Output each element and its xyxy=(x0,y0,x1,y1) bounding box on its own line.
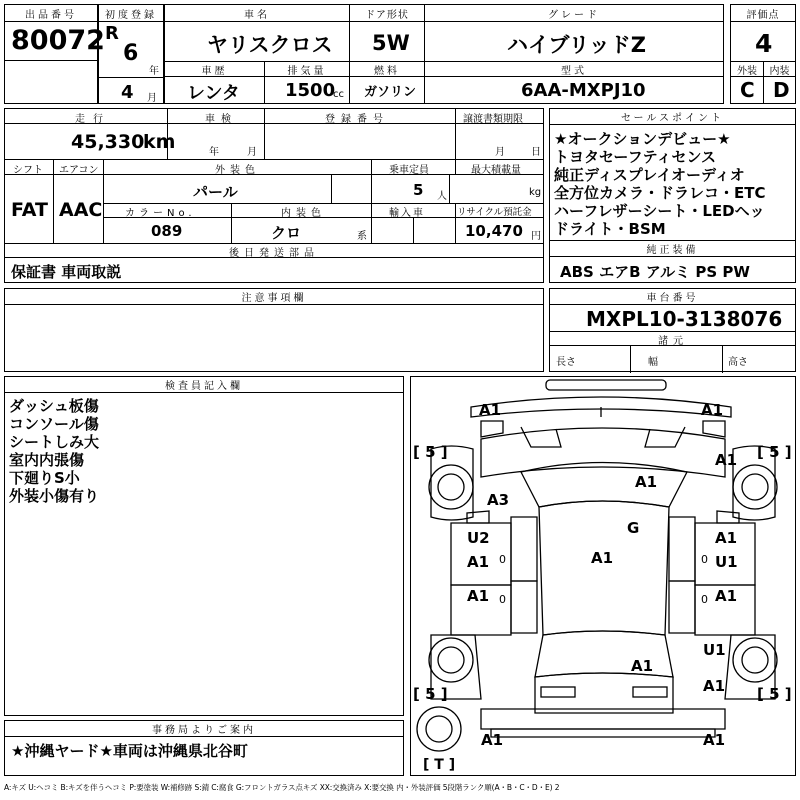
inspector-note: 外装小傷有り xyxy=(9,487,100,505)
score: 4 xyxy=(755,29,773,58)
damage-trunk: A1 xyxy=(631,657,654,675)
office-message: ★沖縄ヤード★車両は沖縄県北谷町 xyxy=(11,742,248,760)
shift: FAT xyxy=(11,199,48,221)
inspector-note: 下廻りS小 xyxy=(9,469,80,487)
recycle-unit: 円 xyxy=(531,231,541,242)
displacement-cell xyxy=(264,61,350,104)
ac: AAC xyxy=(59,199,103,221)
interior-color-label: 内装色 xyxy=(281,208,326,219)
damage-right-quarter-1: U1 xyxy=(703,641,726,659)
damage-front-right-door-1: A1 xyxy=(715,529,738,547)
mileage-unit: km xyxy=(143,131,176,153)
tire-front-right: [ 5 ] xyxy=(757,443,792,461)
equipment-label: 純正装備 xyxy=(550,241,795,257)
score-label: 評価点 xyxy=(731,5,795,22)
model-label: 型式 xyxy=(425,62,723,77)
year-unit: 年 xyxy=(149,66,159,77)
capacity: 5 xyxy=(413,181,424,199)
history-label: 車歴 xyxy=(165,62,264,77)
equipment: ABS エアB アルミ PS PW xyxy=(560,263,750,281)
score-cell xyxy=(730,4,796,62)
max-load-unit: kg xyxy=(529,187,542,198)
lot-number: 80072 xyxy=(11,25,105,56)
transfer-day-unit: 日 xyxy=(531,147,541,158)
dims-label: 諸元 xyxy=(658,336,688,347)
color: パール xyxy=(193,183,238,201)
color-no-label: カラーNo. xyxy=(125,208,196,219)
damage-front-left: A1 xyxy=(479,401,502,419)
door-label: ドア形状 xyxy=(350,5,424,22)
sales-point-line: 全方位カメラ・ドラレコ・ETC xyxy=(554,184,766,202)
zero-mark: 0 xyxy=(701,593,708,606)
damage-right-fender: A1 xyxy=(715,451,738,469)
month-unit: 月 xyxy=(147,93,157,104)
inspection-year-unit: 年 xyxy=(209,147,219,158)
displacement-label: 排気量 xyxy=(265,62,349,77)
first-registration-cell xyxy=(98,4,164,104)
inspection-month-unit: 月 xyxy=(247,147,257,158)
grade: ハイブリッドZ xyxy=(507,33,646,57)
inspector-note: シートしみ大 xyxy=(9,433,100,451)
car-name-cell xyxy=(164,4,350,62)
model: 6AA-MXPJ10 xyxy=(521,80,646,101)
sales-point-line: 純正ディスプレイオーディオ xyxy=(554,166,745,184)
damage-front-right: A1 xyxy=(701,401,724,419)
fuel-cell xyxy=(349,61,425,104)
damage-hood: A1 xyxy=(635,473,658,491)
fuel: ガソリン xyxy=(364,85,417,100)
car-name: ヤリスクロス xyxy=(207,33,333,57)
equipment-cell xyxy=(549,240,796,283)
height-label: 高さ xyxy=(728,357,748,368)
recycle-amount: 10,470 xyxy=(465,222,523,240)
sales-points-label: セールスポイント xyxy=(550,109,795,125)
later-parts: 保証書 車両取説 xyxy=(11,263,122,281)
damage-windshield: G xyxy=(627,519,640,537)
history-cell xyxy=(164,61,265,104)
int-grade-label: 内装 xyxy=(764,62,795,77)
sales-point-line: ★オークションデビュー★ xyxy=(554,130,731,148)
ac-label: エアコン xyxy=(59,165,99,176)
import-label: 輸入車 xyxy=(389,208,425,219)
era: R xyxy=(105,23,119,44)
displacement: 1500 xyxy=(285,80,336,101)
chassis-number: MXPL10-3138076 xyxy=(586,307,783,331)
sales-point-line: ドライト・BSM xyxy=(554,220,666,238)
chassis-cell xyxy=(549,288,796,372)
lot-number-cell xyxy=(4,4,105,61)
color-label: 外装色 xyxy=(215,165,260,176)
inspector-cell xyxy=(4,376,404,716)
later-parts-label: 後日発送部品 xyxy=(229,248,319,259)
max-load-label: 最大積載量 xyxy=(471,165,521,176)
lot-blank-cell xyxy=(4,60,98,104)
capacity-label: 乗車定員 xyxy=(389,165,429,176)
damage-front-left-door-1: U2 xyxy=(467,529,490,547)
notes-cell xyxy=(4,288,544,372)
zero-mark: 0 xyxy=(499,553,506,566)
fuel-label: 燃料 xyxy=(350,62,424,77)
sales-point-line: ハーフレザーシート・LEDヘッ xyxy=(554,202,765,220)
grade-cell xyxy=(424,4,724,62)
first-registration-label: 初度登録 xyxy=(99,5,163,22)
transfer-month-unit: 月 xyxy=(495,147,505,158)
damage-front-left-door-2: A1 xyxy=(467,553,490,571)
interior-color-unit: 系 xyxy=(357,231,367,242)
registration-year: 6 xyxy=(123,41,139,66)
door-cell xyxy=(349,4,425,62)
inspection-label: 車検 xyxy=(205,114,237,125)
spare-tire: [ T ] xyxy=(423,757,456,773)
damage-rear-left: A1 xyxy=(481,731,504,749)
inspector-label: 検査員記入欄 xyxy=(5,377,403,393)
car-outline xyxy=(411,377,795,775)
registration-month: 4 xyxy=(121,82,134,103)
office-cell xyxy=(4,720,404,776)
tire-rear-right: [ 5 ] xyxy=(757,685,792,703)
ext-grade-cell xyxy=(730,61,764,104)
lot-number-label: 出品番号 xyxy=(5,5,97,22)
grade-label: グレード xyxy=(425,5,723,22)
damage-roof: A1 xyxy=(591,549,614,567)
damage-rear-right: A1 xyxy=(703,731,726,749)
damage-rear-left-door: A1 xyxy=(467,587,490,605)
int-grade-cell xyxy=(763,61,796,104)
car-name-label: 車名 xyxy=(165,5,349,22)
damage-right-quarter-2: A1 xyxy=(703,677,726,695)
length-label: 長さ xyxy=(556,357,576,368)
transfer-deadline-label: 譲渡書類期限 xyxy=(463,114,523,125)
history: レンタ xyxy=(187,83,240,104)
int-grade: D xyxy=(773,78,790,102)
tire-front-left: [ 5 ] xyxy=(413,443,448,461)
notes-label: 注意事項欄 xyxy=(5,289,543,305)
inspector-note: 室内内張傷 xyxy=(9,451,85,469)
inspector-note: コンソール傷 xyxy=(9,415,99,433)
sales-points-cell xyxy=(549,108,796,241)
damage-diagram xyxy=(410,376,796,776)
capacity-unit: 人 xyxy=(437,191,447,202)
office-label: 事務局よりご案内 xyxy=(5,721,403,737)
inspector-note: ダッシュ板傷 xyxy=(9,397,99,415)
door-type: 5W xyxy=(372,31,410,55)
reg-no-label: 登録番号 xyxy=(325,114,389,125)
recycle-label: リサイクル預託金 xyxy=(457,207,532,218)
zero-mark: 0 xyxy=(499,593,506,606)
width-label: 幅 xyxy=(648,357,658,368)
legend: A:キズ U:ヘコミ B:キズを伴うヘコミ P:要塗装 W:補修跡 S:錆 C:腐食 G:フロントガラス点キズ XX:交換済み X:要交換 内・外装評価 5段階ランク順(A・B・C・D・E) 2 xyxy=(4,783,560,792)
sales-point-line: トヨタセーフティセンス xyxy=(554,148,717,166)
mileage: 45,330 xyxy=(71,131,145,153)
damage-left-fender: A3 xyxy=(487,491,510,509)
chassis-label: 車台番号 xyxy=(550,289,795,305)
mileage-label: 走行 xyxy=(75,114,111,125)
tire-rear-left: [ 5 ] xyxy=(413,685,448,703)
spec-table xyxy=(4,108,544,283)
color-no: 089 xyxy=(151,222,183,240)
interior-color: クロ xyxy=(271,224,302,242)
zero-mark: 0 xyxy=(701,553,708,566)
ext-grade: C xyxy=(740,78,755,102)
shift-label: シフト xyxy=(13,165,43,176)
model-cell xyxy=(424,61,724,104)
damage-rear-right-door: A1 xyxy=(715,587,738,605)
damage-front-right-door-2: U1 xyxy=(715,553,738,571)
displacement-unit: cc xyxy=(333,89,344,100)
ext-grade-label: 外装 xyxy=(731,62,763,77)
